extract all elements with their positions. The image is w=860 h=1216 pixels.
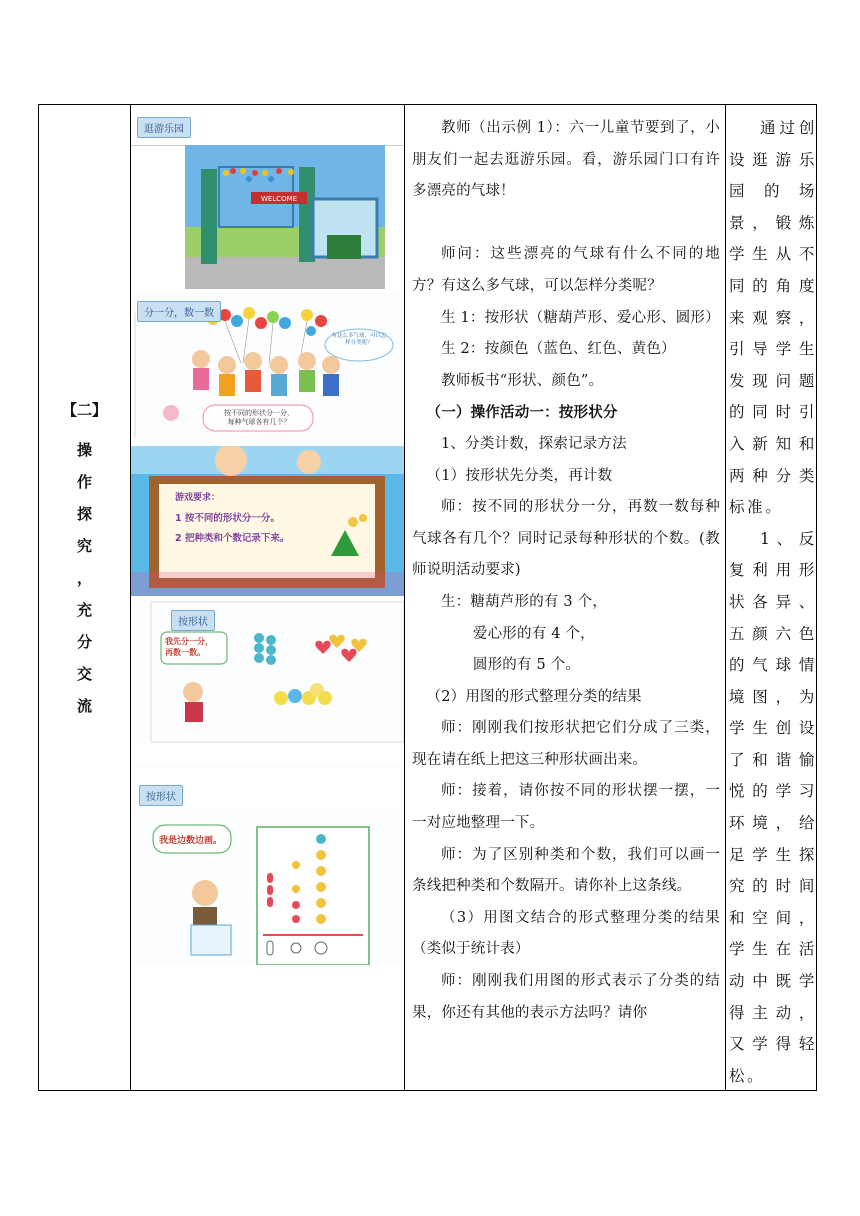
slide-children-balloons <box>131 293 404 439</box>
process-paragraph: （2）用图的形式整理分类的结果 <box>426 688 642 705</box>
stage-char: 究 <box>76 537 92 555</box>
stage-title <box>39 399 130 722</box>
slide-tag: 逛游乐园 <box>137 117 191 138</box>
lesson-table <box>38 104 817 1091</box>
intent-paragraph: 1、反复利用形状各异、五颜六色的气球情境图，为学生创设了和谐愉悦的学习环境，给足学生探究的时间和空间，学生在活动中既学得主动，又学得轻松。 <box>729 529 817 1085</box>
prompt-line: 每种气球各有几个？ <box>227 418 291 426</box>
slide-tag: 按形状 <box>171 610 215 631</box>
intent-column <box>729 105 817 1098</box>
slides-column <box>131 105 404 1090</box>
process-paragraph: （3）用图文结合的形式整理分类的结果（类似于统计表） <box>412 909 720 958</box>
process-paragraph: 爱心形的有 4 个， <box>472 625 595 642</box>
slide-game-rules <box>131 446 404 596</box>
stage-char: 充 <box>76 601 92 619</box>
speech-bubble: 我是边数边画。 <box>159 836 223 846</box>
process-paragraph: 师问：这些漂亮的气球有什么不同的地方？有这么多气球，可以怎样分类呢？ <box>412 246 720 294</box>
column-divider <box>725 105 726 1090</box>
process-paragraph: 生 2：按颜色（蓝色、红色、黄色） <box>441 341 676 358</box>
process-paragraph: 圆形的有 5 个。 <box>472 657 581 674</box>
stage-number: 【二】 <box>61 401 107 419</box>
prompt-line: 按不同的形状分一分， <box>224 409 294 417</box>
bubble-line: 再数一数。 <box>165 648 205 657</box>
slide-sort-by-shape <box>131 598 404 746</box>
slide-amusement-park <box>131 107 404 289</box>
stage-char: 流 <box>76 697 92 715</box>
process-paragraph: （1）按形状先分类，再计数 <box>426 467 613 484</box>
process-paragraph: 教师板书“形状、颜色”。 <box>441 372 604 389</box>
welcome-sign: WELCOME <box>260 195 298 203</box>
column-divider <box>404 105 405 1090</box>
intent-paragraph: 通过创设逛游乐园的场景，锻炼学生从不同的角度来观察，引导学生发现问题的同时引入新知和两种分类标准。 <box>729 119 817 517</box>
stage-char: 探 <box>76 505 92 523</box>
process-paragraph: 师：刚刚我们按形状把它们分成了三类，现在请在纸上把这三种形状画出来。 <box>412 720 720 768</box>
process-paragraph: 1、分类计数，探索记录方法 <box>441 435 627 452</box>
process-blank <box>412 208 720 240</box>
slide-tag: 按形状 <box>139 785 183 806</box>
process-paragraph: 生：糖葫芦形的有 3 个， <box>441 593 608 610</box>
process-paragraph: 生 1：按形状（糖葫芦形、爱心形、圆形） <box>441 309 720 326</box>
stage-column <box>39 105 130 1090</box>
stage-char: 分 <box>76 633 92 651</box>
prompt-bubble <box>207 409 311 427</box>
rule-item: 1 按不同的形状分一分。 <box>175 513 280 524</box>
slide-draw-tally <box>131 765 404 965</box>
rule-item: 2 把种类和个数记录下来。 <box>175 533 290 544</box>
bubble-line: 我先分一分， <box>165 637 213 646</box>
rules-title: 游戏要求： <box>175 493 221 503</box>
speech-bubble: 有这么多气球，可以怎样分类呢？ <box>331 333 387 346</box>
stage-char: ， <box>76 569 92 587</box>
process-paragraph: 师：为了区别种类和个数，我们可以画一条线把种类和个数隔开。请你补上这条线。 <box>412 846 720 895</box>
process-paragraph: 师：接着，请你按不同的形状摆一摆，一一对应地整理一下。 <box>412 783 720 832</box>
process-paragraph: 师：刚刚我们用图的形式表示了分类的结果，你还有其他的表示方法吗？请你 <box>412 973 720 1021</box>
stage-char: 作 <box>76 473 92 491</box>
process-paragraph: 教师（出示例 1）：六一儿童节要到了，小朋友们一起去逛游乐园。看，游乐园门口有许多漂亮的气球！ <box>412 120 720 200</box>
process-heading: （一）操作活动一：按形状分 <box>426 404 618 422</box>
process-column <box>412 105 720 1098</box>
stage-char: 操 <box>76 441 92 459</box>
process-paragraph: 师：按不同的形状分一分，再数一数每种气球各有几个？同时记录每种形状的个数。(教师说明活动要求) <box>412 499 720 579</box>
stage-char: 交 <box>76 665 92 683</box>
slide-tag: 分一分，数一数 <box>137 301 221 322</box>
speech-bubble <box>165 636 225 658</box>
